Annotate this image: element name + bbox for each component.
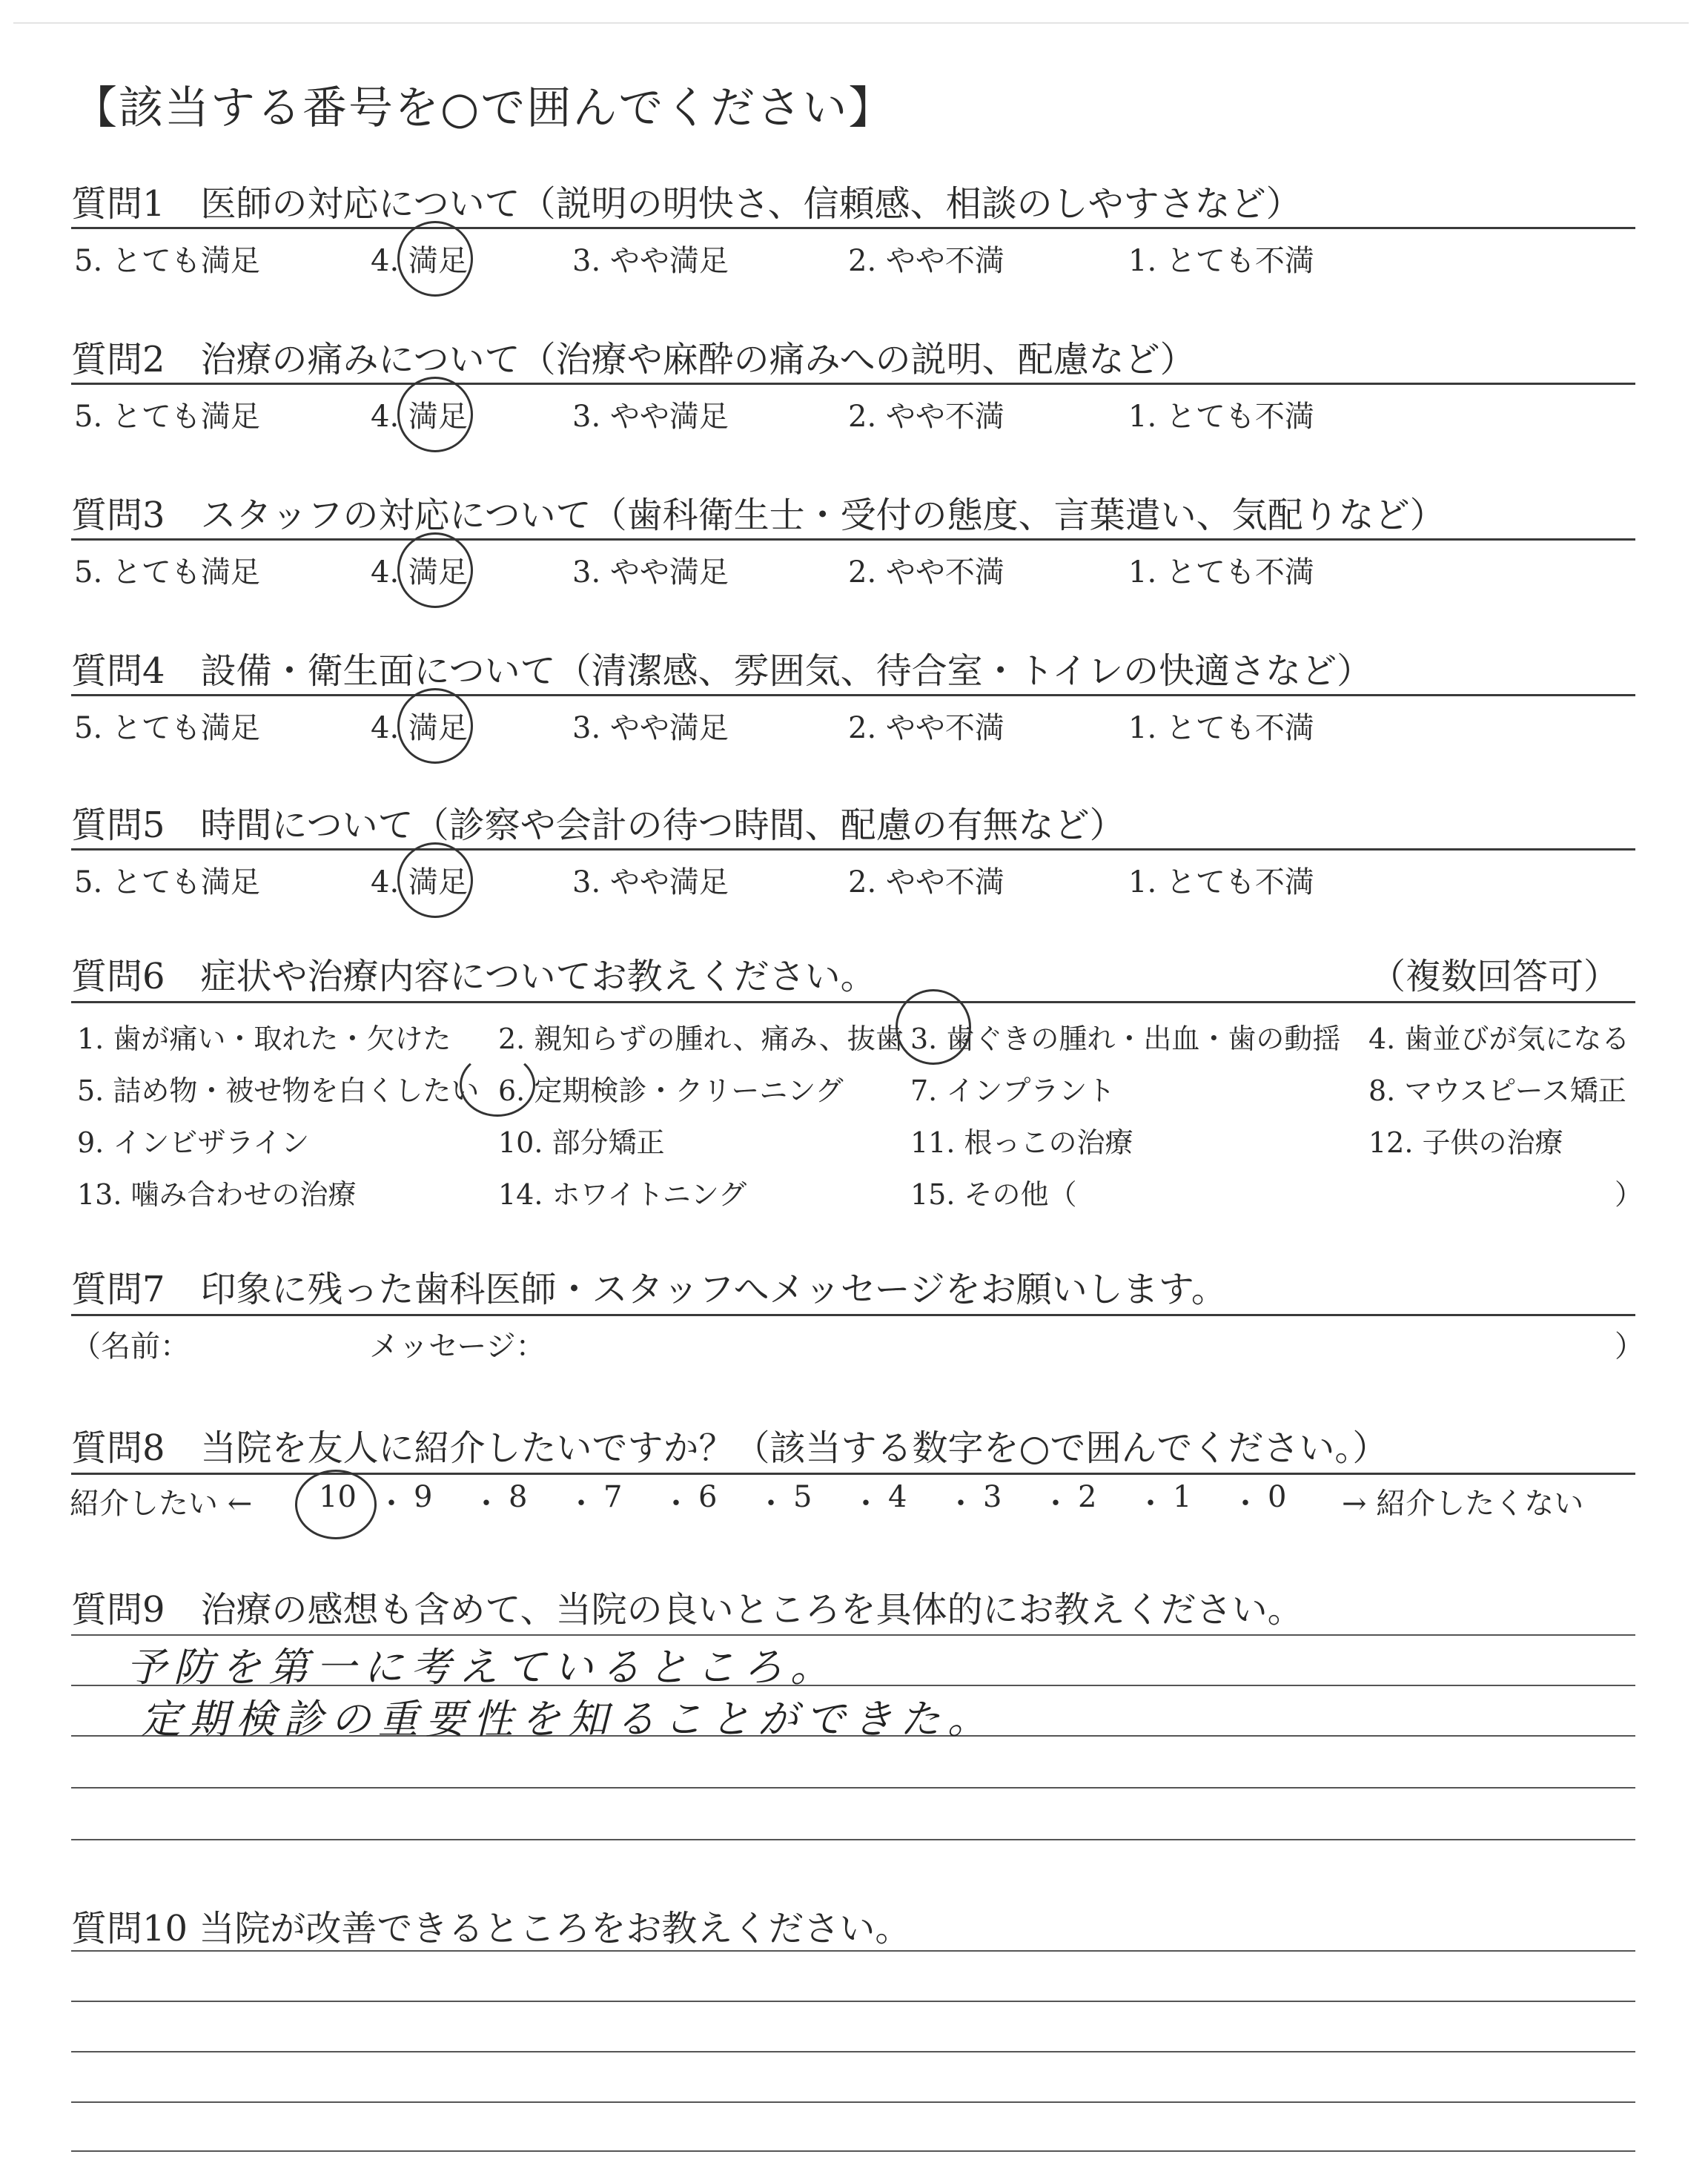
q8-scale-separator: ・ <box>946 1487 976 1521</box>
q1-option-5[interactable]: 5. とても満足 <box>74 244 260 278</box>
q1-selection-circle <box>397 221 473 297</box>
q6-option-9[interactable]: 9. インビザライン <box>77 1126 310 1159</box>
q8-scale-value-9[interactable]: 9 <box>414 1480 433 1514</box>
q8-scale-separator: ・ <box>851 1487 881 1521</box>
q5-option-1[interactable]: 1. とても不満 <box>1128 865 1314 899</box>
q10-rule-3 <box>71 2051 1635 2052</box>
q9-rule-4 <box>71 1787 1635 1789</box>
q10-title: 質問10 当院が改善できるところをお教えください。 <box>71 1908 911 1949</box>
q7-rule <box>71 1314 1635 1316</box>
q6-rule <box>71 1001 1635 1003</box>
page-header: 【該当する番号を○で囲んでください】 <box>73 82 895 134</box>
q4-option-4[interactable]: 4. 満足 <box>371 711 468 745</box>
q6-option-10[interactable]: 10. 部分矯正 <box>498 1126 665 1159</box>
q6-title: 質問6 症状や治療内容についてお教えください。 <box>71 956 876 997</box>
q2-option-4[interactable]: 4. 満足 <box>371 400 468 434</box>
q3-title: 質問3 スタッフの対応について（歯科衛生士・受付の態度、言葉遣い、気配りなど） <box>71 495 1446 536</box>
q6-option-6[interactable]: 6. 定期検診・クリーニング <box>498 1074 844 1107</box>
q10-rule-1 <box>71 1950 1635 1952</box>
q6-option-4[interactable]: 4. 歯並びが気になる <box>1368 1023 1630 1055</box>
q6-option-14[interactable]: 14. ホワイトニング <box>498 1178 747 1211</box>
q8-scale-separator: ・ <box>471 1487 501 1521</box>
q5-title: 質問5 時間について（診察や会計の待つ時間、配慮の有無など） <box>71 805 1125 846</box>
q4-option-2[interactable]: 2. やや不満 <box>848 711 1004 745</box>
q8-scale-separator: ・ <box>1231 1487 1260 1521</box>
q1-option-3[interactable]: 3. やや満足 <box>572 244 729 278</box>
q8-selected-circle <box>295 1470 377 1539</box>
q8-scale-separator: ・ <box>377 1487 406 1521</box>
q8-title: 質問8 当院を友人に紹介したいですか？（該当する数字を○で囲んでください。） <box>71 1427 1388 1469</box>
q1-option-2[interactable]: 2. やや不満 <box>848 244 1004 278</box>
q5-option-3[interactable]: 3. やや満足 <box>572 865 729 899</box>
q3-rule <box>71 538 1635 541</box>
top-border <box>13 22 1689 24</box>
q3-option-4[interactable]: 4. 満足 <box>371 555 468 589</box>
q1-title: 質問1 医師の対応について（説明の明快さ、信頼感、相談のしやすさなど） <box>71 183 1302 225</box>
q3-option-2[interactable]: 2. やや不満 <box>848 555 1004 589</box>
q6-option-7[interactable]: 7. インプラント <box>910 1074 1116 1107</box>
q8-scale-value-6[interactable]: 6 <box>698 1480 718 1514</box>
q5-option-5[interactable]: 5. とても満足 <box>74 865 260 899</box>
q8-scale-value-2[interactable]: 2 <box>1078 1480 1097 1514</box>
q7-close-paren: ） <box>1615 1330 1644 1364</box>
q3-option-3[interactable]: 3. やや満足 <box>572 555 729 589</box>
q9-answer-line-2: 定期検診の重要性を知ることができた。 <box>141 1696 995 1743</box>
q6-option-15-close: ） <box>1615 1178 1644 1211</box>
q5-option-2[interactable]: 2. やや不満 <box>848 865 1004 899</box>
q5-selection-circle <box>397 842 473 918</box>
q6-option-8[interactable]: 8. マウスピース矯正 <box>1368 1074 1626 1107</box>
q8-scale-separator: ・ <box>566 1487 596 1521</box>
q6-option-6-selection-circle <box>460 1053 535 1117</box>
q8-scale-separator: ・ <box>756 1487 786 1521</box>
q8-scale-value-3[interactable]: 3 <box>983 1480 1002 1514</box>
q2-title: 質問2 治療の痛みについて（治療や麻酔の痛みへの説明、配慮など） <box>71 339 1196 380</box>
q4-selection-circle <box>397 688 473 764</box>
q6-option-3[interactable]: 3. 歯ぐきの腫れ・出血・歯の動揺 <box>910 1023 1341 1055</box>
q6-option-13[interactable]: 13. 噛み合わせの治療 <box>77 1178 357 1211</box>
q10-rule-5 <box>71 2150 1635 2152</box>
q6-option-11[interactable]: 11. 根っこの治療 <box>910 1126 1133 1159</box>
q3-option-5[interactable]: 5. とても満足 <box>74 555 260 589</box>
q8-scale-value-8[interactable]: 8 <box>509 1480 528 1514</box>
q8-scale-value-4[interactable]: 4 <box>888 1480 907 1514</box>
q4-option-5[interactable]: 5. とても満足 <box>74 711 260 745</box>
q8-right-label: → 紹介したくない <box>1342 1487 1584 1521</box>
q9-title: 質問9 治療の感想も含めて、当院の良いところを具体的にお教えください。 <box>71 1589 1303 1631</box>
q10-rule-4 <box>71 2101 1635 2103</box>
q9-rule-5 <box>71 1839 1635 1840</box>
q7-message-label: メッセージ： <box>369 1330 546 1364</box>
q8-scale-value-1[interactable]: 1 <box>1173 1480 1192 1514</box>
q6-note: （複数回答可） <box>1370 956 1620 997</box>
q4-title: 質問4 設備・衛生面について（清潔感、雰囲気、待合室・トイレの快適さなど） <box>71 650 1373 692</box>
q6-option-2[interactable]: 2. 親知らずの腫れ、痛み、抜歯 <box>498 1023 904 1055</box>
q3-selection-circle <box>397 532 473 608</box>
q2-option-2[interactable]: 2. やや不満 <box>848 400 1004 434</box>
q7-title: 質問7 印象に残った歯科医師・スタッフへメッセージをお願いします。 <box>71 1269 1227 1310</box>
q4-rule <box>71 694 1635 696</box>
q2-option-1[interactable]: 1. とても不満 <box>1128 400 1314 434</box>
q4-option-3[interactable]: 3. やや満足 <box>572 711 729 745</box>
q7-name-label: （名前： <box>71 1330 190 1364</box>
q4-option-1[interactable]: 1. とても不満 <box>1128 711 1314 745</box>
q2-option-5[interactable]: 5. とても満足 <box>74 400 260 434</box>
q6-option-1[interactable]: 1. 歯が痛い・取れた・欠けた <box>77 1023 451 1055</box>
q6-option-3-selection-circle <box>896 989 971 1065</box>
q6-option-5[interactable]: 5. 詰め物・被せ物を白くしたい <box>77 1074 480 1107</box>
q6-option-12[interactable]: 12. 子供の治療 <box>1368 1126 1563 1159</box>
q8-left-label: 紹介したい ← <box>70 1487 253 1521</box>
q8-scale-separator: ・ <box>1041 1487 1070 1521</box>
q2-rule <box>71 383 1635 385</box>
q2-selection-circle <box>397 377 473 452</box>
q8-scale-value-7[interactable]: 7 <box>603 1480 623 1514</box>
q6-option-15[interactable]: 15. その他（ <box>910 1178 1077 1211</box>
q1-option-1[interactable]: 1. とても不満 <box>1128 244 1314 278</box>
q3-option-1[interactable]: 1. とても不満 <box>1128 555 1314 589</box>
q1-rule <box>71 227 1635 229</box>
q8-scale-value-10[interactable]: 10 <box>319 1480 357 1514</box>
q5-rule <box>71 848 1635 851</box>
q8-scale-value-5[interactable]: 5 <box>793 1480 812 1514</box>
q8-scale-separator: ・ <box>661 1487 691 1521</box>
q2-option-3[interactable]: 3. やや満足 <box>572 400 729 434</box>
q8-scale-value-0[interactable]: 0 <box>1268 1480 1287 1514</box>
q5-option-4[interactable]: 4. 満足 <box>371 865 468 899</box>
q8-rule <box>71 1473 1635 1475</box>
q8-scale-separator: ・ <box>1136 1487 1165 1521</box>
q9-answer-line-1: 予防を第一に考えているところ。 <box>126 1644 838 1691</box>
q1-option-4[interactable]: 4. 満足 <box>371 244 468 278</box>
q10-rule-2 <box>71 2001 1635 2002</box>
